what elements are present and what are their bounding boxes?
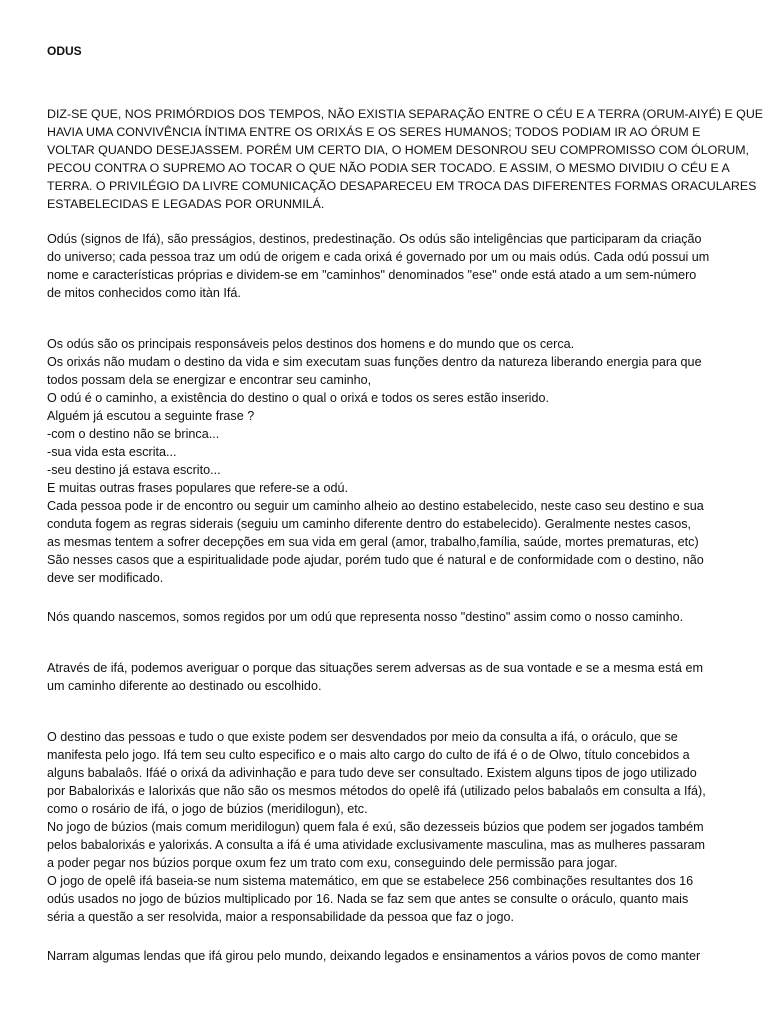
paragraph-line: conduta fogem as regras siderais (seguiu um caminho diferente dentro do estabelecido). Geralmente nestes casos, bbox=[47, 517, 692, 531]
paragraph-line: odús usados no jogo de búzios multiplicado por 16. Nada se faz sem que antes se consulte o oráculo, quanto mais bbox=[47, 892, 689, 906]
paragraph-line: Alguém já escutou a seguinte frase ? bbox=[47, 409, 255, 423]
paragraph-line: -seu destino já estava escrito... bbox=[47, 463, 221, 477]
intro-line: TERRA. O PRIVILÉGIO DA LIVRE COMUNICAÇÃO DESAPARECEU EM TROCA DAS DIFERENTES FORMAS ORACULARES bbox=[47, 179, 757, 193]
intro-line: DIZ-SE QUE, NOS PRIMÓRDIOS DOS TEMPOS, NÃO EXISTIA SEPARAÇÃO ENTRE O CÉU E A TERRA (ORUM-AIYÉ) E QUE bbox=[47, 107, 764, 121]
intro-line: HAVIA UMA CONVIVÊNCIA ÍNTIMA ENTRE OS ORIXÁS E OS SERES HUMANOS; TODOS PODIAM IR AO ÓRUM E bbox=[47, 125, 701, 139]
paragraph-line: de mitos conhecidos como itàn Ifá. bbox=[47, 286, 241, 300]
paragraph-line: um caminho diferente ao destinado ou escolhido. bbox=[47, 679, 322, 693]
paragraph-line: do universo; cada pessoa traz um odú de origem e cada orixá é governado por um ou mais odús. Cada odú possui um bbox=[47, 250, 710, 264]
paragraph-line: Narram algumas lendas que ifá girou pelo mundo, deixando legados e ensinamentos a vários povos de como manter bbox=[47, 949, 701, 963]
paragraph-line: Nós quando nascemos, somos regidos por um odú que representa nosso "destino" assim como o nosso caminho. bbox=[47, 610, 684, 624]
paragraph-line: pelos babalorixás e yalorixás. A consulta a ifá é uma atividade exclusivamente masculina, mas as mulheres passaram bbox=[47, 838, 706, 852]
paragraph-line: Através de ifá, podemos averiguar o porque das situações serem adversas as de sua vontade e se a mesma está em bbox=[47, 661, 703, 675]
paragraph-line: alguns babalaôs. Ifáé o orixá da adivinhação e para tudo deve ser consultado. Existem alguns tipos de jogo utilizado bbox=[47, 766, 697, 780]
paragraph-line: -sua vida esta escrita... bbox=[47, 445, 177, 459]
paragraph-line: Cada pessoa pode ir de encontro ou seguir um caminho alheio ao destino estabelecido, neste caso seu destino e sua bbox=[47, 499, 704, 513]
intro-line: ESTABELECIDAS E LEGADAS POR ORUNMILÁ. bbox=[47, 197, 325, 211]
intro-line: PECOU CONTRA O SUPREMO AO TOCAR O QUE NÃO PODIA SER TOCADO. E ASSIM, O MESMO DIVIDIU O CÉU E A bbox=[47, 161, 730, 175]
paragraph-line: -com o destino não se brinca... bbox=[47, 427, 220, 441]
paragraph-line: E muitas outras frases populares que refere-se a odú. bbox=[47, 481, 349, 495]
paragraph-line: séria a questão a ser resolvida, maior a responsabilidade da pessoa que faz o jogo. bbox=[47, 910, 514, 924]
paragraph-line: No jogo de búzios (mais comum meridilogun) quem fala é exú, são dezesseis búzios que podem ser jogados também bbox=[47, 820, 704, 834]
paragraph-line: O destino das pessoas e tudo o que existe podem ser desvendados por meio da consulta a ifá, o oráculo, que se bbox=[47, 730, 678, 744]
paragraph-line: São nesses casos que a espiritualidade pode ajudar, porém tudo que é natural e de conformidade com o destino, não bbox=[47, 553, 704, 567]
paragraph-line: Odús (signos de Ifá), são presságios, destinos, predestinação. Os odús são inteligências que participaram da criação bbox=[47, 232, 702, 246]
intro-line: VOLTAR QUANDO DESEJASSEM. PORÉM UM CERTO DIA, O HOMEM DESONROU SEU COMPROMISSO COM ÓLORUM, bbox=[47, 143, 749, 157]
paragraph-line: Os odús são os principais responsáveis pelos destinos dos homens e do mundo que os cerca. bbox=[47, 337, 575, 351]
paragraph-line: O jogo de opelê ifá baseia-se num sistema matemático, em que se estabelece 256 combinações resultantes dos 16 bbox=[47, 874, 694, 888]
paragraph-line: nome e características próprias e dividem-se em "caminhos" denominados "ese" onde está atado a um sem-número bbox=[47, 268, 697, 282]
paragraph-line: Os orixás não mudam o destino da vida e sim executam suas funções dentro da natureza liberando energia para que bbox=[47, 355, 702, 369]
paragraph-line: as mesmas tentem a sofrer decepções em sua vida em geral (amor, trabalho,família, saúde, mortes prematuras, etc) bbox=[47, 535, 699, 549]
paragraph-line: todos possam dela se energizar e encontrar seu caminho, bbox=[47, 373, 372, 387]
paragraph-line: como o rosário de ifá, o jogo de búzios (meridilogun), etc. bbox=[47, 802, 368, 816]
paragraph-line: a poder pegar nos búzios porque oxum fez um trato com exu, conseguindo dele permissão para jogar. bbox=[47, 856, 618, 870]
paragraph-line: por Babalorixás e Ialorixás que não são os mesmos métodos do opelê ifá (utilizado pelos babalaôs em consulta a Ifá), bbox=[47, 784, 706, 798]
paragraph-line: O odú é o caminho, a existência do destino o qual o orixá e todos os seres estão inserido. bbox=[47, 391, 549, 405]
paragraph-line: manifesta pelo jogo. Ifá tem seu culto especifico e o mais alto cargo do culto de ifá é o de Olwo, título concebidos a bbox=[47, 748, 690, 762]
paragraph-line: deve ser modificado. bbox=[47, 571, 164, 585]
document-title: ODUS bbox=[47, 44, 82, 58]
